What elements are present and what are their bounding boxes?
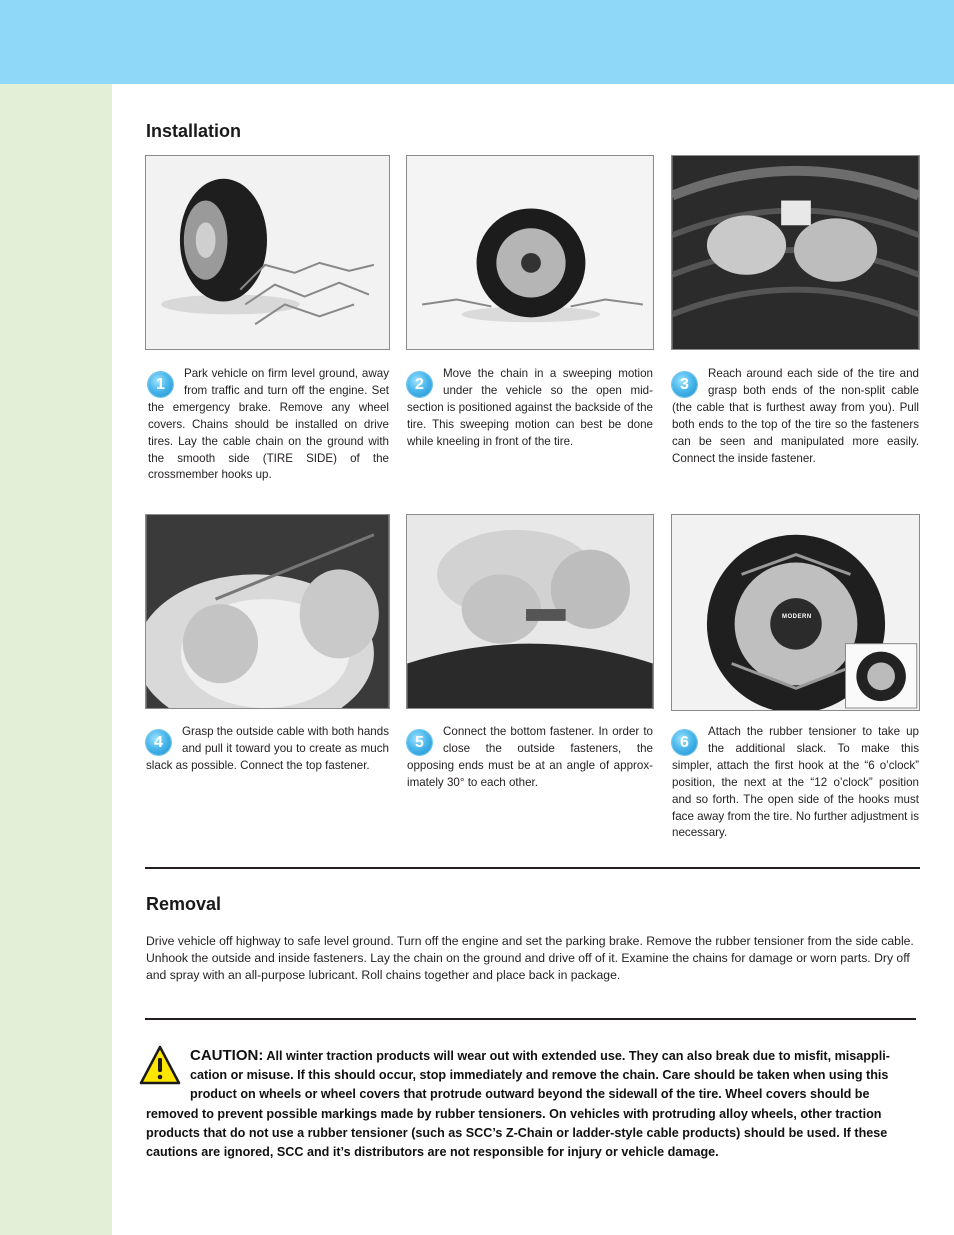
step-1: [148, 366, 389, 484]
photo-step-2: [406, 155, 654, 350]
step-number-badge: 4: [146, 730, 171, 755]
step-number-badge: 5: [407, 730, 432, 755]
hands-on-tread-illustration: [672, 156, 919, 349]
step-2: [407, 366, 653, 451]
section-divider: [145, 1018, 916, 1020]
caution-title: CAUTION:: [190, 1047, 264, 1064]
photo-step-3: [671, 155, 920, 350]
caution-text: All winter traction products will wear out with extended use. They can also break due to misfit, misappli-cation or misuse. If this should occur, stop immediately and remove the chain. Care should be taken when using this product on wheels or wheel covers that protrude outward beyond the sidewall of the tire. Wheel covers should be removed to prevent possible markings made by rubber tensioners. On vehicles with protruding alloy wheels, other traction products that do not use a rubber tensioner (such as SCC’s Z-Chain or ladder-style cable products) should be used. If these cautions are ignored, SCC and it’s distributors are not responsible for injury or vehicle damage.: [146, 1049, 890, 1160]
warning-icon: [138, 1044, 182, 1088]
step-text: Grasp the outside cable with both hands and pull it toward you to create as much slack as possible. Connect the top fastener.: [146, 725, 389, 772]
step-number-badge: 1: [148, 372, 173, 397]
step-text: Attach the rubber tensioner to take up the additional slack. To make this simpler, attach the first hook at the “6 o’clock” position, the next at the “12 o’clock” position and so forth. The open side of the hooks must face away from the tire. No further adjustment is necessary.: [672, 725, 919, 840]
step-text: Reach around each side of the tire and grasp both ends of the non-split cable (the cable that is furthest away from you). Pull both ends to the top of the tire so the fasteners can be seen and manipulated more easily. Connect the inside fastener.: [672, 367, 919, 465]
header-band: [0, 0, 954, 84]
step-6: [672, 724, 919, 842]
photo-step-6: [671, 514, 920, 711]
tire-on-ground-illustration: [146, 156, 389, 349]
step-text: Connect the bottom fastener. In order to close the outside fasteners, the opposing ends must be at an angle of approx-imately 30° to each other.: [407, 725, 653, 789]
caution-block: [146, 1046, 916, 1162]
photo-step-4: [145, 514, 390, 709]
hands-bottom-fastener-illustration: [407, 515, 653, 708]
step-number-badge: 2: [407, 372, 432, 397]
installation-heading: Installation: [146, 121, 242, 141]
wheel-front-illustration: [407, 156, 653, 349]
step-number-badge: 6: [672, 730, 697, 755]
step-text: Move the chain in a sweeping motion under the vehicle so the open mid-section is positioned against the backside of the tire. This sweeping motion can best be done while kneeling in front of the tire.: [407, 367, 653, 448]
hands-outside-cable-illustration: [146, 515, 389, 708]
wheel-brand-label: MODERN: [782, 614, 812, 620]
step-number-badge: 3: [672, 372, 697, 397]
step-4: [146, 724, 389, 775]
step-text: Park vehicle on firm level ground, away from traffic and turn off the engine. Set the emergency brake. Remove any wheel covers. Chains should be installed on drive tires. Lay the cable chain on the ground with the smooth side (TIRE SIDE) of the crossmember hooks up.: [148, 367, 389, 482]
step-3: [672, 366, 919, 467]
removal-text: Drive vehicle off highway to safe level ground. Turn off the engine and set the parking brake. Remove the rubber tensioner from the side cable. Unhook the outside and inside fasteners. Lay the chain on the ground and drive off of it. Examine the chains for damage or worn parts. Dry off and spray with an all-purpose lubricant. Roll chains together and place back in package.: [146, 934, 914, 982]
wheel-with-tensioner-illustration: [672, 515, 919, 710]
step-5: [407, 724, 653, 792]
removal-heading: Removal: [146, 894, 222, 914]
photo-step-1: [145, 155, 390, 350]
section-divider: [145, 867, 920, 869]
side-band: [0, 84, 112, 1235]
photo-step-5: [406, 514, 654, 709]
